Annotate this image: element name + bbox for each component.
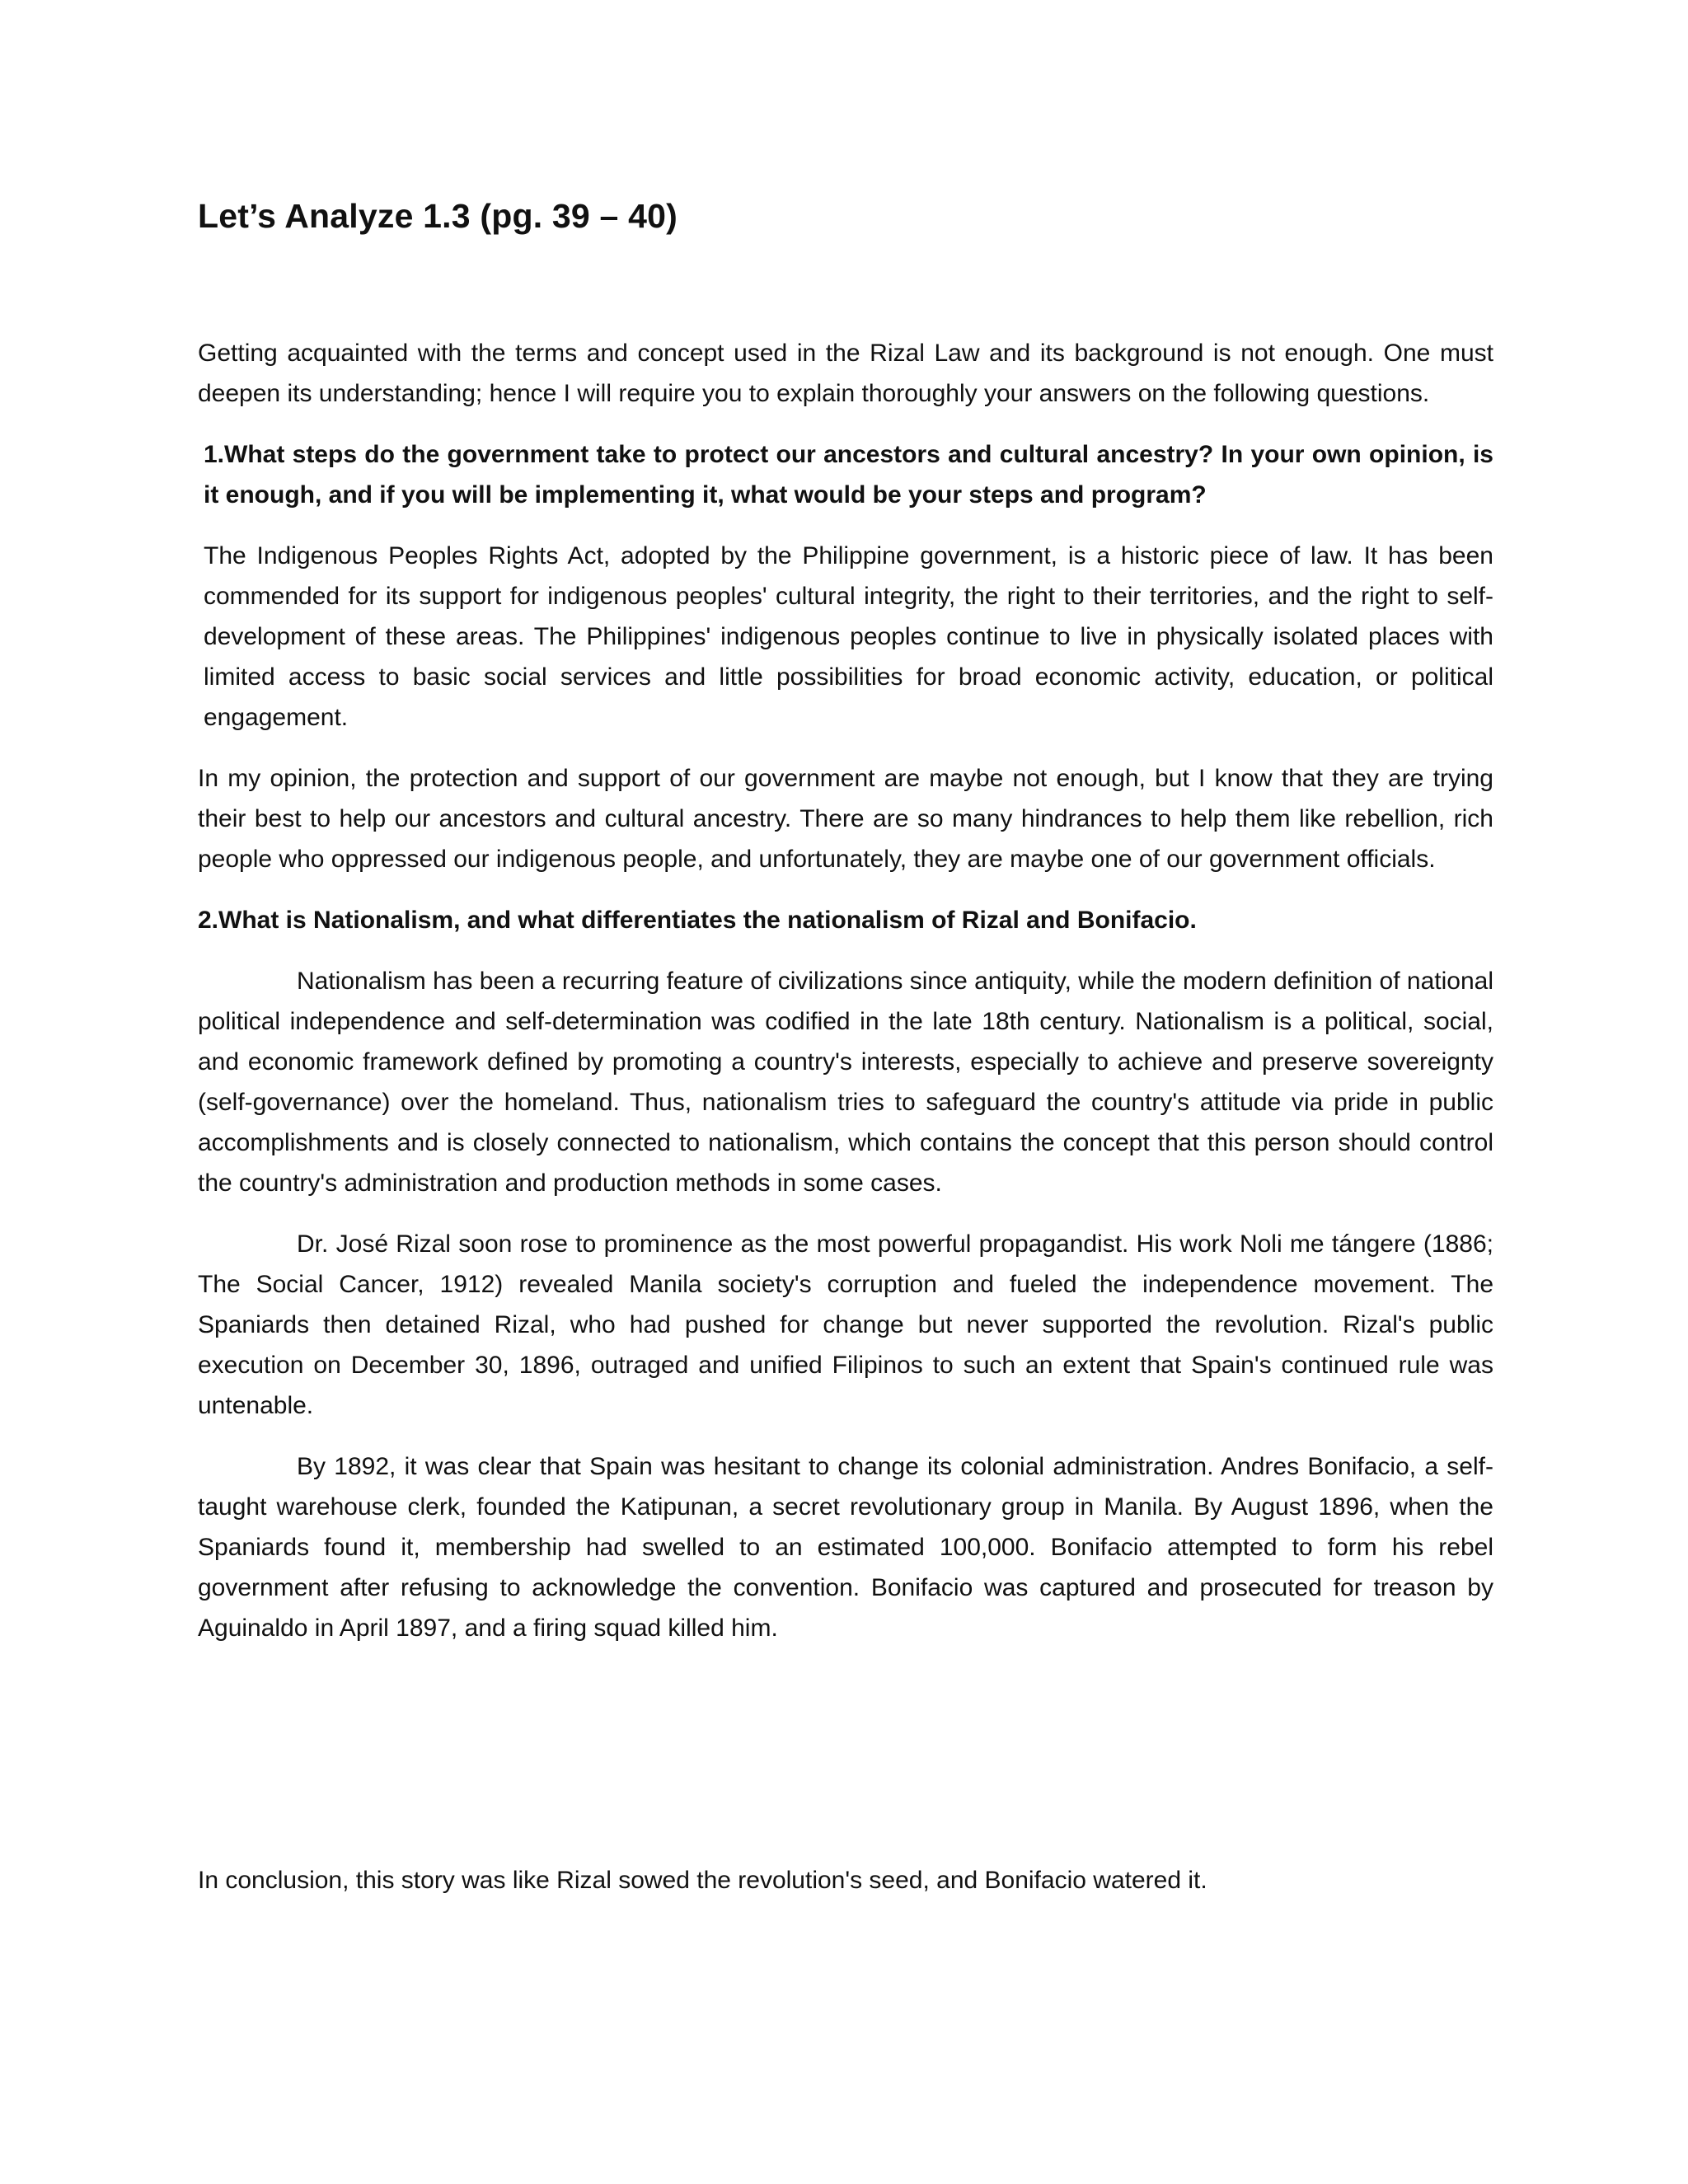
answer-2-paragraph-3: By 1892, it was clear that Spain was hesitant to change its colonial administration. Andres Bonifacio, a self-taught warehouse clerk, founded the Katipunan, a secret revolutionary group in Manila. By August 1896, when the Spaniards found it, membership had swelled to an estimated 100,000. Bonifacio attempted to form his rebel government after refusing to acknowledge the convention. Bonifacio was captured and prosecuted for treason by Aguinaldo in April 1897, and a firing squad killed him. (198, 1453, 1493, 1642)
answer-1-paragraph-1: The Indigenous Peoples Rights Act, adopted by the Philippine government, is a historic piece of law. It has been commended for its support for indigenous peoples' cultural integrity, the right to their territories, and the right to self-development of these areas. The Philippines' indigenous peoples continue to live in physically isolated places with limited access to basic social services and little possibilities for broad economic activity, education, or political engagement. (204, 542, 1493, 731)
question-1: 1.What steps do the government take to protect our ancestors and cultural ancestry? In your own opinion, is it enough, and if you will be implementing it, what would be your steps and program? (204, 441, 1493, 509)
document-page (198, 0, 1493, 2184)
page-title: Let’s Analyze 1.3 (pg. 39 – 40) (198, 197, 678, 235)
answer-1-paragraph-2: In my opinion, the protection and support of our government are maybe not enough, but I know that they are trying their best to help our ancestors and cultural ancestry. There are so many hindrances to help them like rebellion, rich people who oppressed our indigenous people, and unfortunately, they are maybe one of our government officials. (198, 765, 1493, 873)
question-2: 2.What is Nationalism, and what differentiates the nationalism of Rizal and Bonifacio. (198, 907, 1197, 934)
conclusion-paragraph: In conclusion, this story was like Rizal sowed the revolution's seed, and Bonifacio watered it. (198, 1867, 1207, 1894)
answer-2-paragraph-1: Nationalism has been a recurring feature of civilizations since antiquity, while the modern definition of national political independence and self-determination was codified in the late 18th century. Nationalism is a political, social, and economic framework defined by promoting a country's interests, especially to achieve and preserve sovereignty (self-governance) over the homeland. Thus, nationalism tries to safeguard the country's attitude via pride in public accomplishments and is closely connected to nationalism, which contains the concept that this person should control the country's administration and production methods in some cases. (198, 968, 1493, 1197)
intro-paragraph: Getting acquainted with the terms and concept used in the Rizal Law and its background is not enough. One must deepen its understanding; hence I will require you to explain thoroughly your answers on the following questions. (198, 340, 1493, 407)
answer-2-paragraph-2: Dr. José Rizal soon rose to prominence as the most powerful propagandist. His work Noli me tángere (1886; The Social Cancer, 1912) revealed Manila society's corruption and fueled the independence movement. The Spaniards then detained Rizal, who had pushed for change but never supported the revolution. Rizal's public execution on December 30, 1896, outraged and unified Filipinos to such an extent that Spain's continued rule was untenable. (198, 1230, 1493, 1419)
document-body (198, 333, 1493, 1669)
